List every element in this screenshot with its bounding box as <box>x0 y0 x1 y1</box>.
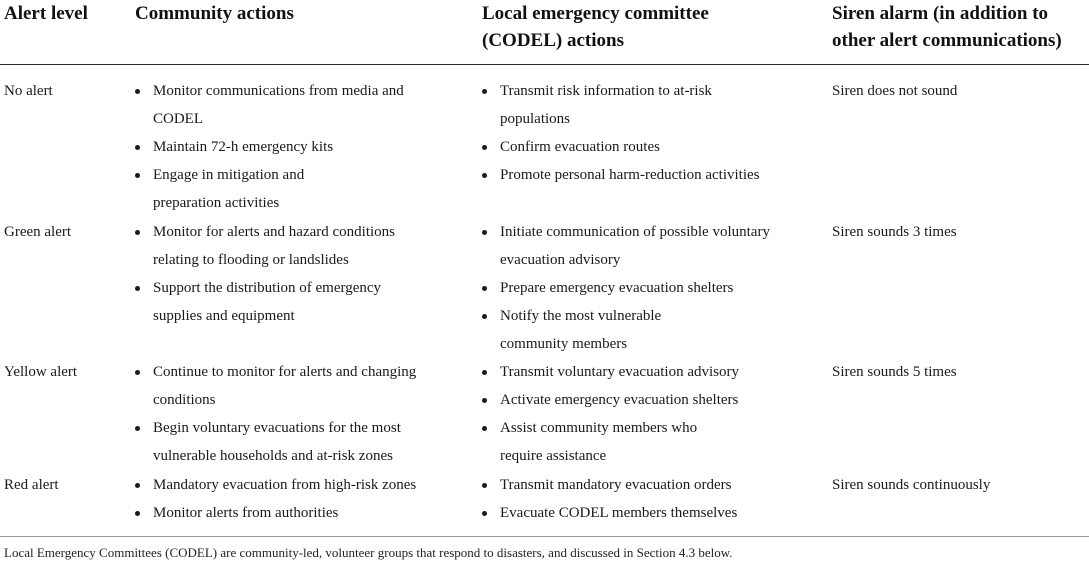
list-item: Notify the most vulnerable community members <box>482 302 802 358</box>
list-item: Begin voluntary evacuations for the most vulnerable households and at-risk zones <box>135 414 445 470</box>
list-item: Mandatory evacuation from high-risk zones <box>135 471 445 499</box>
list-item: Support the distribution of emergency supplies and equipment <box>135 274 445 330</box>
list-item: Initiate communication of possible voluntary evacuation advisory <box>482 218 802 274</box>
list-item: Monitor alerts from authorities <box>135 499 445 527</box>
list-item: Confirm evacuation routes <box>482 133 802 161</box>
header-siren-line1: Siren alarm (in addition to <box>832 3 1049 24</box>
list-item: Transmit risk information to at-risk populations <box>482 77 802 133</box>
row-level-yellow-alert: Yellow alert <box>4 364 78 380</box>
header-alert-level: Alert level <box>4 3 88 24</box>
header-siren-line2: other alert communications) <box>832 30 1062 51</box>
row-level-no-alert: No alert <box>4 83 53 99</box>
row-red-alert-community-list <box>135 471 445 527</box>
header-codel-line2: (CODEL) actions <box>482 30 624 51</box>
list-item: Evacuate CODEL members themselves <box>482 499 802 527</box>
row-level-green-alert: Green alert <box>4 224 72 240</box>
row-yellow-alert-codel-list <box>482 358 802 470</box>
row-no-alert-siren: Siren does not sound <box>832 83 958 99</box>
list-item: Continue to monitor for alerts and changing conditions <box>135 358 445 414</box>
header-siren-alarm <box>832 0 1062 54</box>
row-yellow-alert-community-list <box>135 358 445 470</box>
row-red-alert-codel-list <box>482 471 802 527</box>
list-item: Prepare emergency evacuation shelters <box>482 274 802 302</box>
table-footnote: Local Emergency Committees (CODEL) are community-led, volunteer groups that respond to disasters, and discussed in Section 4.3 below. <box>4 545 733 560</box>
header-codel-actions <box>482 0 709 54</box>
list-item: Promote personal harm-reduction activities <box>482 161 802 189</box>
row-green-alert-siren: Siren sounds 3 times <box>832 224 957 240</box>
row-green-alert-codel-list <box>482 218 802 358</box>
header-community-actions: Community actions <box>135 3 294 24</box>
row-yellow-alert-siren: Siren sounds 5 times <box>832 364 957 380</box>
row-level-red-alert: Red alert <box>4 477 59 493</box>
list-item: Activate emergency evacuation shelters <box>482 386 802 414</box>
list-item: Assist community members who require assistance <box>482 414 802 470</box>
header-divider <box>0 64 1089 65</box>
header-codel-line1: Local emergency committee <box>482 3 709 24</box>
row-no-alert-community-list <box>135 77 445 217</box>
row-no-alert-codel-list <box>482 77 802 189</box>
list-item: Monitor communications from media and CODEL <box>135 77 445 133</box>
list-item: Maintain 72-h emergency kits <box>135 133 445 161</box>
list-item: Transmit mandatory evacuation orders <box>482 471 802 499</box>
list-item: Transmit voluntary evacuation advisory <box>482 358 802 386</box>
row-green-alert-community-list <box>135 218 445 330</box>
list-item: Monitor for alerts and hazard conditions relating to flooding or landslides <box>135 218 445 274</box>
list-item: Engage in mitigation and preparation activities <box>135 161 445 217</box>
table-bottom-rule <box>0 536 1089 537</box>
row-red-alert-siren: Siren sounds continuously <box>832 477 991 493</box>
